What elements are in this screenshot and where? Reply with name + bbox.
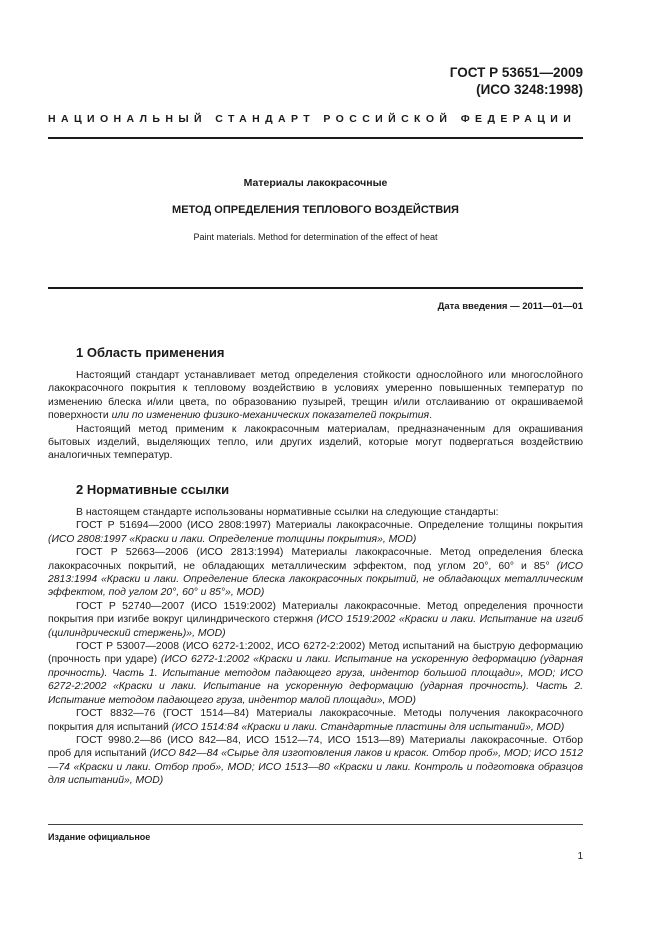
paragraph bbox=[48, 640, 583, 707]
official-edition-label: Издание официальное bbox=[48, 832, 151, 842]
paragraph bbox=[48, 519, 583, 546]
title-line-1: Материалы лакокрасочные bbox=[243, 177, 388, 189]
italic-run: (ИСО 2808:1997 «Краски и лаки. Определение толщины покрытия», MOD) bbox=[48, 533, 417, 545]
italic-run: или по изменению физико-механических показателей покрытия bbox=[111, 410, 430, 422]
header-divider bbox=[48, 137, 583, 139]
paragraph bbox=[48, 707, 583, 734]
text-run: Настоящий стандарт устанавливает метод определения стойкости однослойного или многослойного лакокрасочного покрытия к тепловому воздействию в условиях умеренно повышенных температур по изменению блеска и/или цвета, по образованию пузырей, трещин и/или отслаиванию от окрашиваемой поверхности bbox=[48, 370, 583, 422]
section-scope bbox=[48, 345, 583, 463]
italic-run: (ИСО 842—84 «Сырье для изготовления лаков и красок. Отбор проб», MOD; ИСО 1512—74 «Краски и лаки. Отбор проб», MOD; ИСО 1513—80 «Краски и лаки. Контроль и подготовка образцов для испытаний», MOD) bbox=[48, 748, 583, 787]
title-line-2: МЕТОД ОПРЕДЕЛЕНИЯ ТЕПЛОВОГО ВОЗДЕЙСТВИЯ bbox=[172, 204, 459, 216]
italic-run: (ИСО 1514:84 «Краски и лаки. Стандартные пластины для испытаний», MOD) bbox=[171, 721, 565, 733]
title-english: Paint materials. Method for determination of the effect of heat bbox=[193, 232, 438, 242]
text-run: . bbox=[429, 410, 432, 422]
section-normative-references bbox=[48, 482, 583, 788]
section-body bbox=[48, 506, 583, 788]
text-run: Настоящий метод применим к лакокрасочным материалам, предназначенным для окрашивания бытовых изделий, выделяющих тепло, или других изделий, которые могут подвергаться воздействию аналогичных температур. bbox=[48, 423, 583, 462]
text-run: ГОСТ Р 52663—2006 (ИСО 2813:1994) Материалы лакокрасочные. Метод определения блеска лакокрасочных покрытий, не обладающих металлическим эффектом, под углом 20°, 60° и 85° bbox=[48, 547, 583, 572]
section-heading: 2 Нормативные ссылки bbox=[76, 482, 230, 497]
page-number: 1 bbox=[577, 851, 583, 862]
introduction-date: Дата введения — 2011—01—01 bbox=[437, 301, 583, 312]
text-run: ГОСТ Р 53007—2008 bbox=[76, 641, 183, 653]
paragraph bbox=[48, 423, 583, 463]
italic-run: (ИСО 6272-1:2002 «Краски и лаки. Испытание на ускоренную деформацию (ударная прочность). Часть 1. Испытание методом падающего груза, индентор большой площади», MOD; ИСО 6272-2:2002 «Краски и лаки. Испытание на ускоренную деформацию (ударная прочность). Часть 2. Испытание методом падающего груза, индентор малой площади», MOD) bbox=[48, 654, 583, 706]
paragraph bbox=[48, 600, 583, 640]
standard-code-block bbox=[450, 64, 583, 98]
text-run: ГОСТ 8832—76 (ГОСТ 1514—84) Материалы лакокрасочные. Методы получения лакокрасочного покрытия для испытаний bbox=[48, 708, 583, 733]
text-run: ГОСТ Р 51694—2000 (ИСО 2808:1997) Материалы лакокрасочные. Определение толщины покрытия bbox=[76, 520, 583, 532]
paragraph bbox=[48, 734, 583, 788]
standard-code: ГОСТ Р 53651—2009 bbox=[449, 65, 583, 80]
text-run: (ИСО 6272-1:2002, ИСО 6272-2:2002) bbox=[182, 641, 366, 653]
text-run: ГОСТ 9980.2—86 (ИСО 842—84, ИСО 1512—74, ИСО 1513—89) Материалы лакокрасочные. Отбор проб для испытаний bbox=[48, 734, 583, 760]
paragraph bbox=[48, 546, 583, 600]
section-body bbox=[48, 369, 583, 463]
paragraph bbox=[48, 369, 583, 423]
paragraph bbox=[48, 506, 583, 519]
section-heading: 1 Область применения bbox=[76, 345, 225, 360]
footer-divider bbox=[48, 824, 583, 825]
italic-run: (ИСО 2813:1994 «Краски и лаки. Определение блеска лакокрасочных покрытий, не обладающих металлическим эффектом, под углом 20°, 60° и 85°», MOD) bbox=[48, 560, 583, 599]
iso-code: (ИСО 3248:1998) bbox=[476, 82, 583, 97]
title-divider bbox=[48, 287, 583, 289]
text-run: Метод испытаний на быструю деформацию (прочность при ударе) bbox=[48, 641, 584, 666]
italic-run: (ИСО 1519:2002 «Краски и лаки. Испытание на изгиб (цилиндрический стержень)», MOD) bbox=[48, 614, 583, 639]
national-standard-banner: НАЦИОНАЛЬНЫЙ СТАНДАРТ РОССИЙСКОЙ ФЕДЕРАЦИИ bbox=[48, 113, 577, 125]
text-run: ГОСТ Р 52740—2007 (ИСО 1519:2002) Материалы лакокрасочные. Метод определения прочности покрытия при изгибе вокруг цилиндрического стержня bbox=[48, 600, 583, 626]
text-run: В настоящем стандарте использованы нормативные ссылки на следующие стандарты: bbox=[76, 507, 499, 518]
